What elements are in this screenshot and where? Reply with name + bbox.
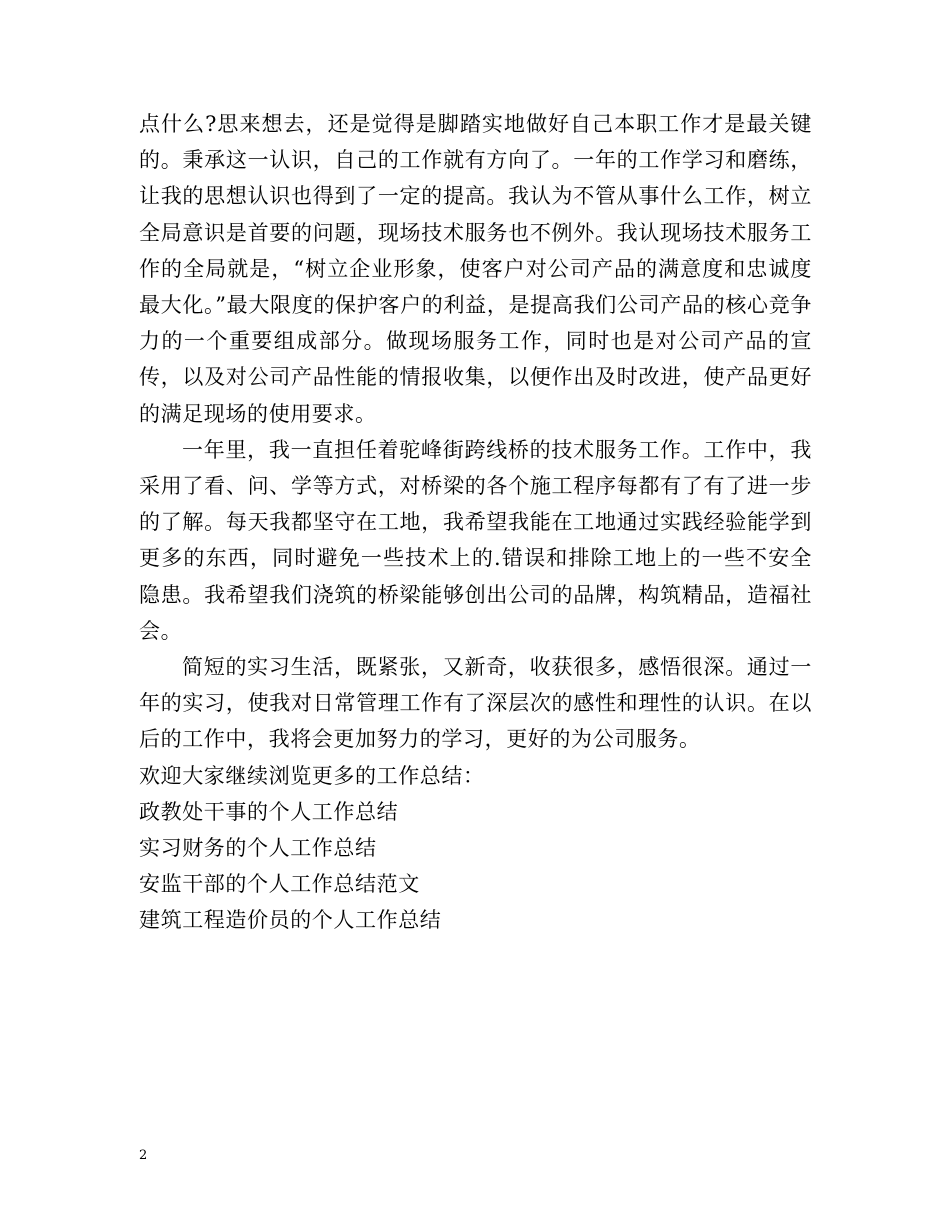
related-article-link[interactable]: 建筑工程造价员的个人工作总结 xyxy=(139,908,442,933)
related-article-link[interactable]: 政教处干事的个人工作总结 xyxy=(139,799,399,824)
related-article-link[interactable]: 安监干部的个人工作总结范文 xyxy=(139,872,420,897)
more-articles-intro: 欢迎大家继续浏览更多的工作总结： xyxy=(139,763,485,788)
more-articles-list xyxy=(139,794,812,939)
page-number: 2 xyxy=(139,1148,148,1163)
related-article-link[interactable]: 实习财务的个人工作总结 xyxy=(139,836,377,861)
paragraph-conclusion: 简短的实习生活，既紧张，又新奇，收获很多，感悟很深。通过一年的实习，使我对日常管理工作有了深层次的感性和理性的认识。在以后的工作中，我将会更加努力的学习，更好的为公司服务。 xyxy=(139,655,812,752)
paragraph-bridge-work: 一年里，我一直担任着驼峰街跨线桥的技术服务工作。工作中，我采用了看、问、学等方式，对桥梁的各个施工程序每都有了有了进一步的了解。每天我都坚守在工地，我希望我能在工地通过实践经验能学到更多的东西，同时避免一些技术上的.错误和排除工地上的一些不安全隐患。我希望我们浇筑的桥梁能够创出公司的品牌，构筑精品，造福社会。 xyxy=(139,437,812,643)
body-text xyxy=(139,106,812,939)
paragraph-continued: 点什么?思来想去，还是觉得是脚踏实地做好自己本职工作才是最关键的。秉承这一认识，自己的工作就有方向了。一年的工作学习和磨练，让我的思想认识也得到了一定的提高。我认为不管从事什么工作，树立全局意识是首要的问题，现场技术服务也不例外。我认现场技术服务工作的全局就是，“树立企业形象，使客户对公司产品的满意度和忠诚度最大化。”最大限度的保护客户的利益，是提高我们公司产品的核心竞争力的一个重要组成部分。做现场服务工作，同时也是对公司产品的宣传，以及对公司产品性能的情报收集，以便作出及时改进，使产品更好的满足现场的使用要求。 xyxy=(139,112,812,426)
